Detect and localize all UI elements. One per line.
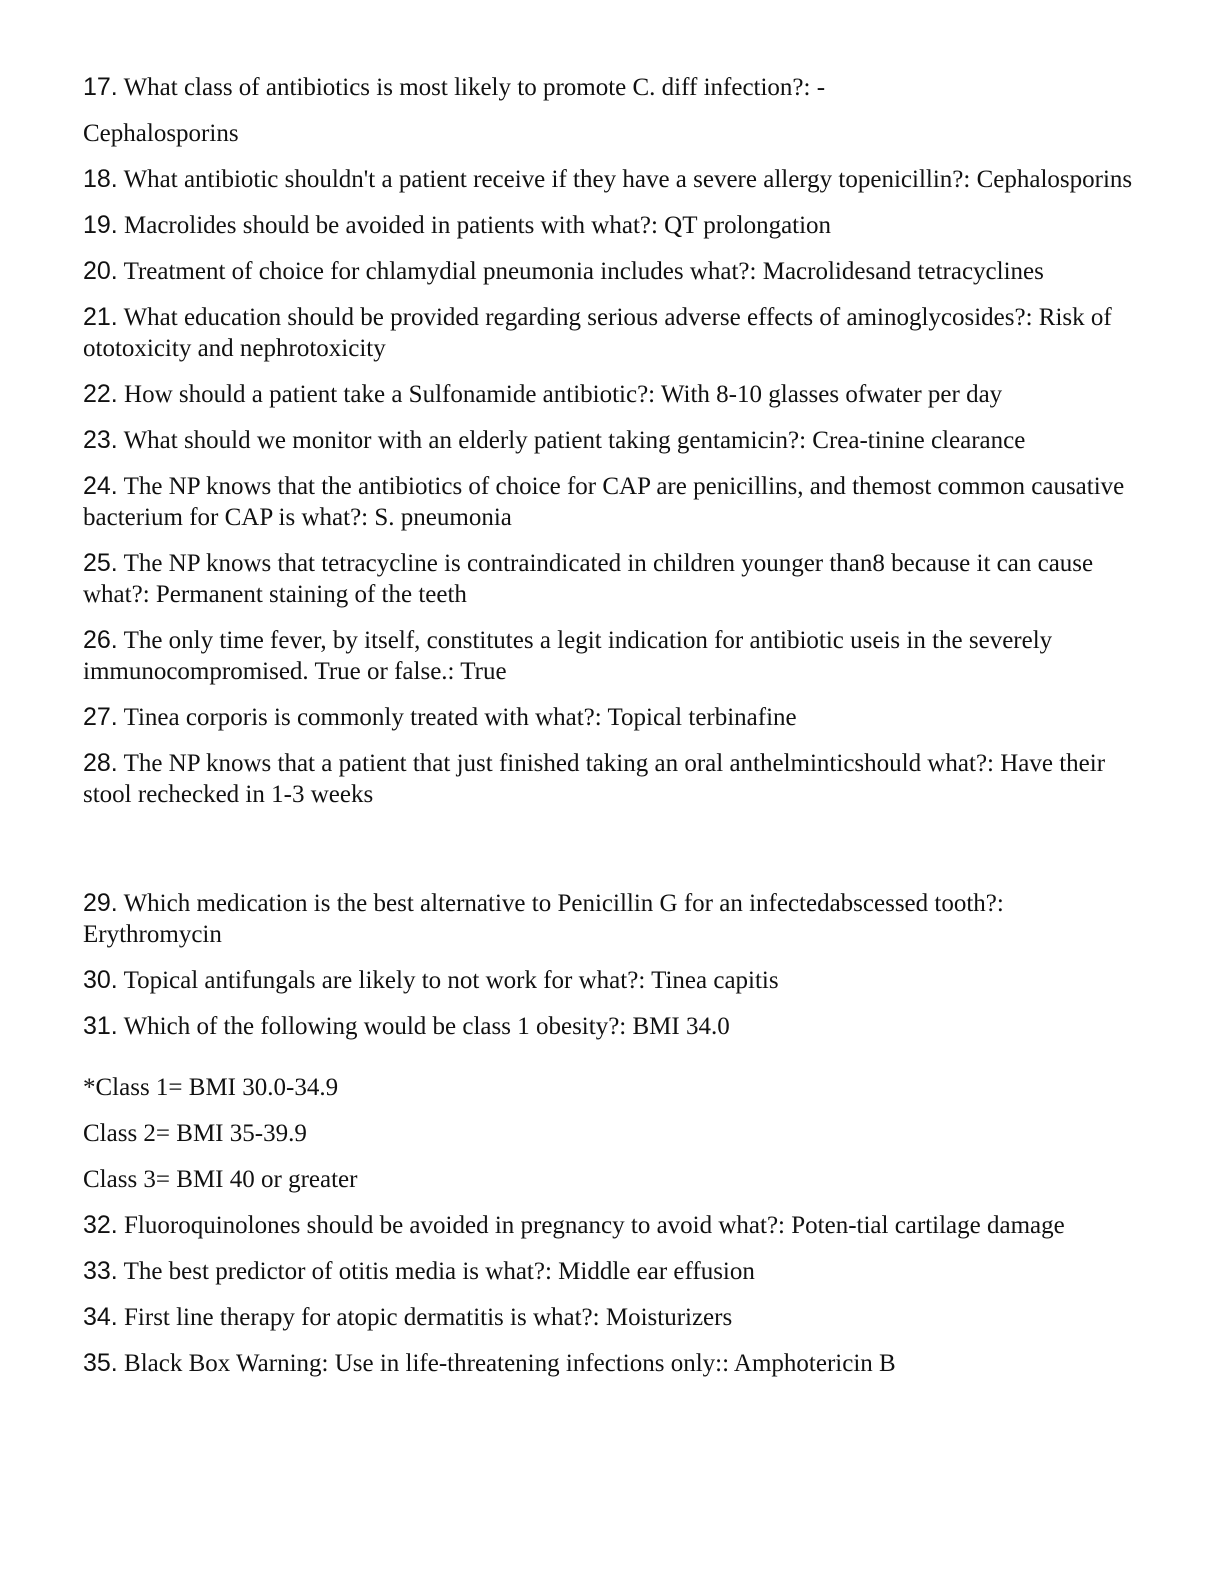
question-19 [83, 210, 1143, 241]
question-26 [83, 625, 1143, 687]
document-page [83, 72, 1143, 1394]
question-text: Black Box Warning: Use in life-threatening infections only:: Amphotericin B [117, 1350, 896, 1377]
question-text: What education should be provided regarding serious adverse effects of aminoglycosides?: Risk of ototoxicity and nephrotoxicity [83, 304, 1112, 362]
bmi-class-text: *Class 1= BMI 30.0-34.9 [83, 1074, 339, 1101]
section-gap [83, 1057, 1143, 1072]
question-number: 28. [83, 749, 118, 777]
question-22 [83, 379, 1143, 410]
question-25 [83, 548, 1143, 610]
question-29 [83, 888, 1143, 950]
question-text: Treatment of choice for chlamydial pneumonia includes what?: Macrolidesand tetracyclines [117, 258, 1044, 285]
question-number: 24. [83, 472, 118, 500]
question-text: The NP knows that a patient that just finished taking an oral anthelminticshould what?: Have their stool rechecked in 1-3 weeks [83, 750, 1106, 808]
answer-17 [83, 118, 1143, 149]
question-number: 29. [83, 889, 118, 917]
question-text: Fluoroquinolones should be avoided in pregnancy to avoid what?: Poten-tial cartilage damage [117, 1212, 1065, 1239]
question-number: 25. [83, 549, 118, 577]
question-number: 35. [83, 1349, 118, 1377]
question-text: Tinea corporis is commonly treated with what?: Topical terbinafine [117, 704, 797, 731]
question-number: 21. [83, 303, 118, 331]
question-text: The NP knows that the antibiotics of choice for CAP are penicillins, and themost common causative bacterium for CAP is what?: S. pneumonia [83, 473, 1125, 531]
question-23 [83, 425, 1143, 456]
question-35 [83, 1348, 1143, 1379]
question-text: The only time fever, by itself, constitutes a legit indication for antibiotic useis in the severely immunocompromised. True or false.: True [83, 627, 1053, 685]
question-number: 22. [83, 380, 118, 408]
question-text: What antibiotic shouldn't a patient receive if they have a severe allergy topenicillin?: Cephalosporins [117, 166, 1133, 193]
question-number: 33. [83, 1257, 118, 1285]
question-number: 34. [83, 1303, 118, 1331]
answer-text: Cephalosporins [83, 120, 239, 147]
question-31 [83, 1011, 1143, 1042]
question-text: Macrolides should be avoided in patients with what?: QT prolongation [117, 212, 832, 239]
bmi-class-2 [83, 1118, 1143, 1149]
question-30 [83, 965, 1143, 996]
question-number: 20. [83, 257, 118, 285]
question-number: 26. [83, 626, 118, 654]
question-number: 19. [83, 211, 118, 239]
question-text: How should a patient take a Sulfonamide antibiotic?: With 8-10 glasses ofwater per day [117, 381, 1003, 408]
question-number: 18. [83, 165, 118, 193]
bmi-class-1 [83, 1072, 1143, 1103]
question-text: What class of antibiotics is most likely to promote C. diff infection?: - [117, 74, 826, 101]
question-text: Topical antifungals are likely to not work for what?: Tinea capitis [117, 967, 779, 994]
question-18 [83, 164, 1143, 195]
question-number: 27. [83, 703, 118, 731]
question-34 [83, 1302, 1143, 1333]
question-24 [83, 471, 1143, 533]
question-number: 31. [83, 1012, 118, 1040]
question-number: 30. [83, 966, 118, 994]
bmi-class-text: Class 2= BMI 35-39.9 [83, 1120, 307, 1147]
question-20 [83, 256, 1143, 287]
question-number: 23. [83, 426, 118, 454]
bmi-class-text: Class 3= BMI 40 or greater [83, 1166, 358, 1193]
question-21 [83, 302, 1143, 364]
question-number: 32. [83, 1211, 118, 1239]
question-28 [83, 748, 1143, 810]
question-text: The NP knows that tetracycline is contraindicated in children younger than8 because it can cause what?: Permanent staining of the teeth [83, 550, 1094, 608]
question-text: The best predictor of otitis media is what?: Middle ear effusion [117, 1258, 755, 1285]
question-text: Which of the following would be class 1 obesity?: BMI 34.0 [117, 1013, 730, 1040]
question-text: First line therapy for atopic dermatitis is what?: Moisturizers [117, 1304, 733, 1331]
question-text: What should we monitor with an elderly patient taking gentamicin?: Crea-tinine clearance [117, 427, 1026, 454]
bmi-class-3 [83, 1164, 1143, 1195]
question-33 [83, 1256, 1143, 1287]
question-32 [83, 1210, 1143, 1241]
question-27 [83, 702, 1143, 733]
question-number: 17. [83, 73, 118, 101]
question-text: Which medication is the best alternative to Penicillin G for an infectedabscessed tooth?: Erythromycin [83, 890, 1004, 948]
question-17 [83, 72, 1143, 103]
section-gap [83, 825, 1143, 888]
